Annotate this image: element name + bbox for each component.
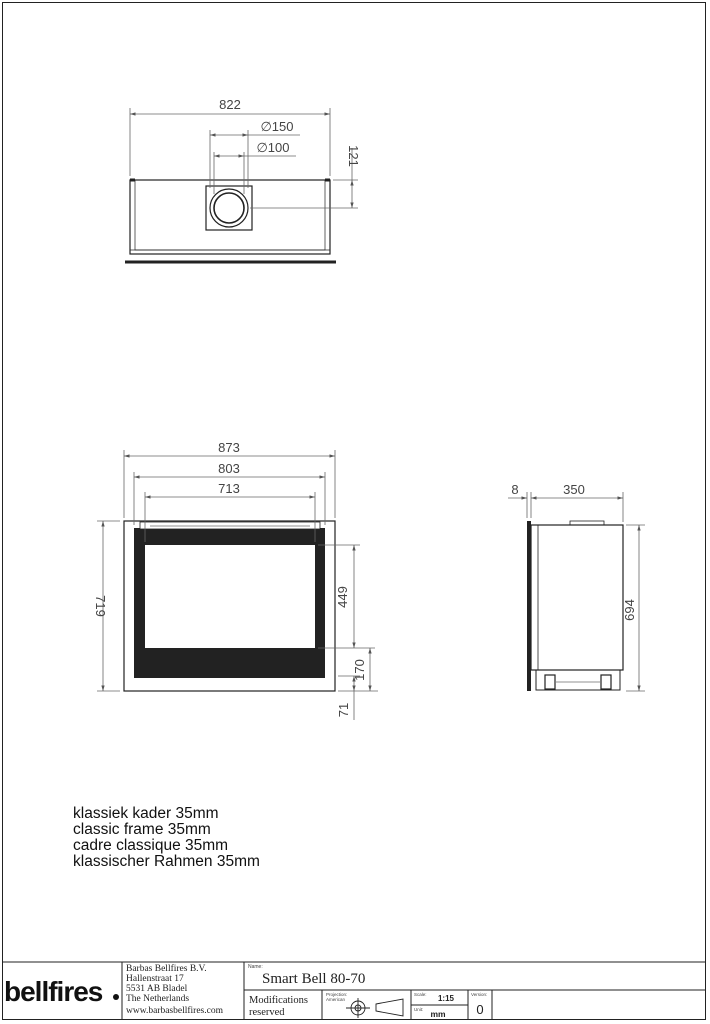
- projection-label: American: [326, 997, 346, 1002]
- company-address: [126, 963, 224, 1016]
- bellfires-logo: bellfires: [4, 976, 103, 1007]
- side-base: [536, 670, 620, 690]
- company-line: The Netherlands: [126, 994, 190, 1004]
- projection-symbol-icon: [346, 998, 403, 1018]
- dim-front-glass-width: 713: [218, 481, 240, 496]
- front-glass: [145, 545, 315, 648]
- side-view: [527, 521, 623, 691]
- dim-front-lower: 170: [352, 659, 367, 681]
- name-label: Name:: [248, 964, 263, 970]
- dim-side-frame: 8: [511, 482, 519, 497]
- frame-note-line-fr: cadre classique 35mm: [73, 837, 229, 854]
- dim-flue-inner: ∅100: [256, 140, 290, 155]
- unit-value: mm: [430, 1009, 446, 1019]
- flue-inner-circle: [214, 193, 244, 223]
- frame-note: [73, 806, 260, 870]
- top-view: [125, 180, 336, 262]
- projection-label: Projection:: [326, 992, 348, 997]
- dim-front-overall-height: 719: [93, 595, 108, 617]
- dim-front-bottom: 71: [336, 702, 351, 718]
- top-view-dimension-lines: [130, 108, 358, 208]
- company-line: Hallenstraat 17: [126, 974, 184, 984]
- company-line: 5531 AB Bladel: [126, 984, 188, 994]
- top-view-body: [130, 180, 330, 254]
- modifications-line: Modifications: [249, 995, 308, 1006]
- dim-front-overall-width: 873: [218, 440, 240, 455]
- front-view: [124, 521, 335, 691]
- dim-front-inner-width: 803: [218, 461, 240, 476]
- dim-flue-outer: ∅150: [260, 119, 294, 134]
- frame-note-line-nl: klassiek kader 35mm: [73, 805, 219, 822]
- top-view-inner: [135, 180, 325, 250]
- dim-top-width: 822: [219, 97, 241, 112]
- dim-side-depth: 350: [563, 482, 585, 497]
- version-value: 0: [476, 1002, 484, 1017]
- dim-front-glass-height: 449: [335, 586, 350, 608]
- frame-note-line-de: klassischer Rahmen 35mm: [73, 853, 260, 870]
- product-name: Smart Bell 80-70: [262, 971, 366, 987]
- company-line: www.barbasbellfires.com: [126, 1006, 223, 1016]
- flue-outer-circle: [210, 189, 248, 227]
- frame-note-line-en: classic frame 35mm: [73, 821, 211, 838]
- scale-value: 1:15: [437, 994, 455, 1003]
- company-line: Barbas Bellfires B.V.: [126, 964, 207, 974]
- logo-dot: [113, 994, 119, 1000]
- version-label: Version:: [471, 992, 488, 997]
- dim-top-height: 121: [346, 145, 361, 167]
- unit-label: Unit:: [414, 1007, 424, 1012]
- front-top-bar: [140, 522, 320, 529]
- dim-side-height: 694: [622, 599, 637, 621]
- side-body: [531, 525, 623, 670]
- modifications-line: reserved: [249, 1007, 285, 1018]
- scale-label: Scale:: [414, 992, 427, 997]
